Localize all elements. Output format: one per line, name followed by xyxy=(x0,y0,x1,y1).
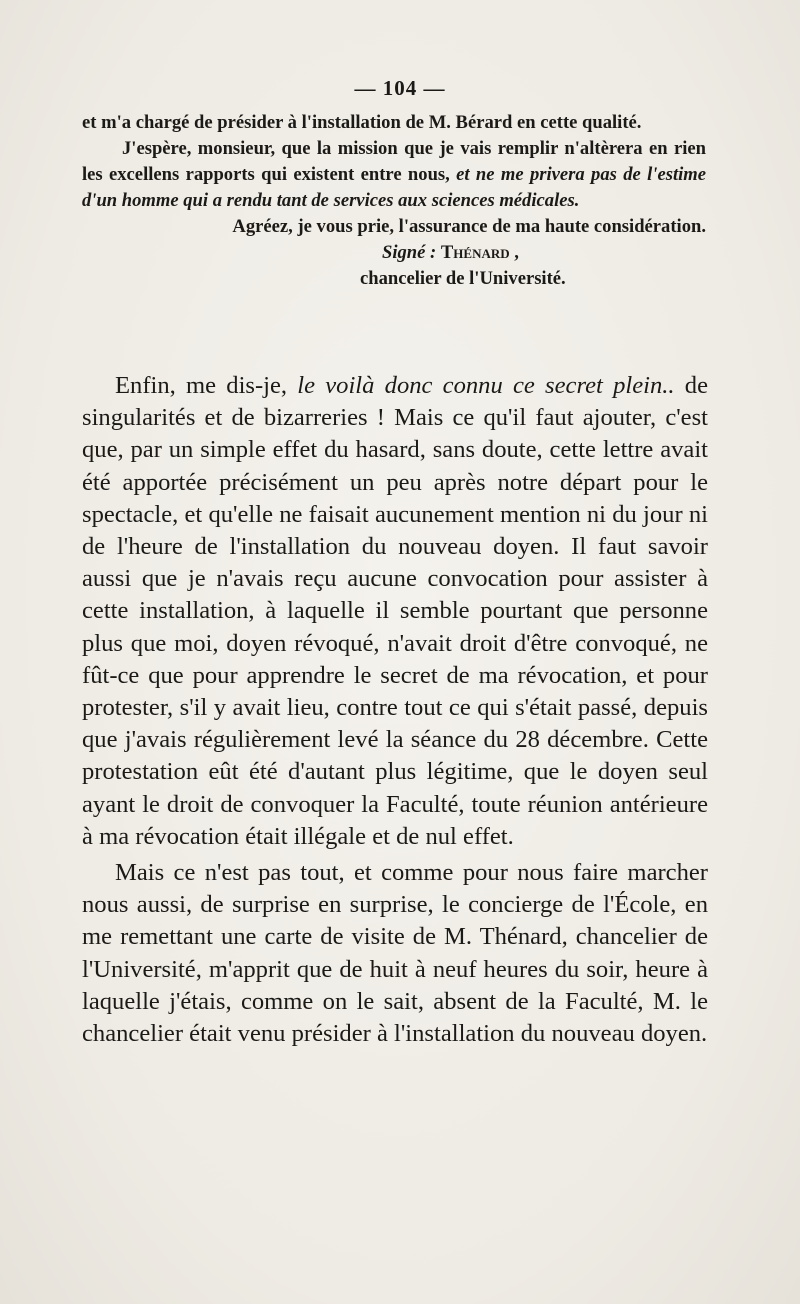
letter-paragraph-2 xyxy=(82,136,706,214)
letter-closing: Agréez, je vous prie, l'assurance de ma haute considération. xyxy=(232,216,706,237)
letter-paragraph-1: et m'a chargé de présider à l'installation de M. Bérard en cette qualité. xyxy=(82,112,642,133)
body-paragraph-1 xyxy=(82,370,708,853)
letter-paragraph-2-italic: et ne me privera pas de l'estime d'un homme qui a rendu tant de services aux sciences médicales. xyxy=(82,164,706,211)
signer-name: Thénard , xyxy=(440,242,519,263)
body-paragraph-1-italic: le voilà donc connu ce secret plein.. xyxy=(297,372,675,399)
signer-title: chancelier de l'Université. xyxy=(360,268,566,289)
signature-line xyxy=(82,240,706,266)
signed-label: Signé : xyxy=(382,242,437,263)
body-paragraph-2: Mais ce n'est pas tout, et comme pour nous faire marcher nous aussi, de surprise en surprise, le concierge de l'École, en me remettant une carte de visite de M. Thénard, chancelier de l'Université, m'apprit que de huit à neuf heures du soir, heure à laquelle j'étais, comme on le sait, absent de la Faculté, M. le chancelier était venu présider à l'installation du nouveau doyen. xyxy=(82,859,708,1048)
body-paragraph-1-rest: de singularités et de bizarreries ! Mais ce qu'il faut ajouter, c'est que, par un simple effet du hasard, sans doute, cette lettre avait été apportée précisément un peu après notre départ pour le spectacle, et qu'elle ne faisait aucunement mention ni du jour ni de l'heure de l'installation du nouveau doyen. Il faut savoir aussi que je n'avais reçu aucune convocation pour assister à cette installation, à laquelle il semble pourtant que personne plus que moi, doyen révoqué, n'avait droit d'être convoqué, ne fût-ce que pour apprendre le secret de ma révocation, et pour protester, s'il y avait lieu, contre tout ce qui s'était passé, depuis que j'avais régulièrement levé la séance du 28 décembre. Cette protestation eût été d'autant plus légitime, que le doyen seul ayant le droit de convoquer la Faculté, toute réunion antérieure à ma révocation était illégale et de nul effet. xyxy=(82,372,708,850)
body-paragraph-1-start: Enfin, me dis-je, xyxy=(115,372,288,399)
quoted-letter xyxy=(82,110,706,292)
main-text xyxy=(82,370,708,1050)
page-number: — 104 — xyxy=(354,76,446,100)
letter-paragraph-2-text: J'espère, monsieur, que la mission que je vais remplir n'altèrera en rien les excellens rapports qui existent entre nous, xyxy=(82,138,706,185)
